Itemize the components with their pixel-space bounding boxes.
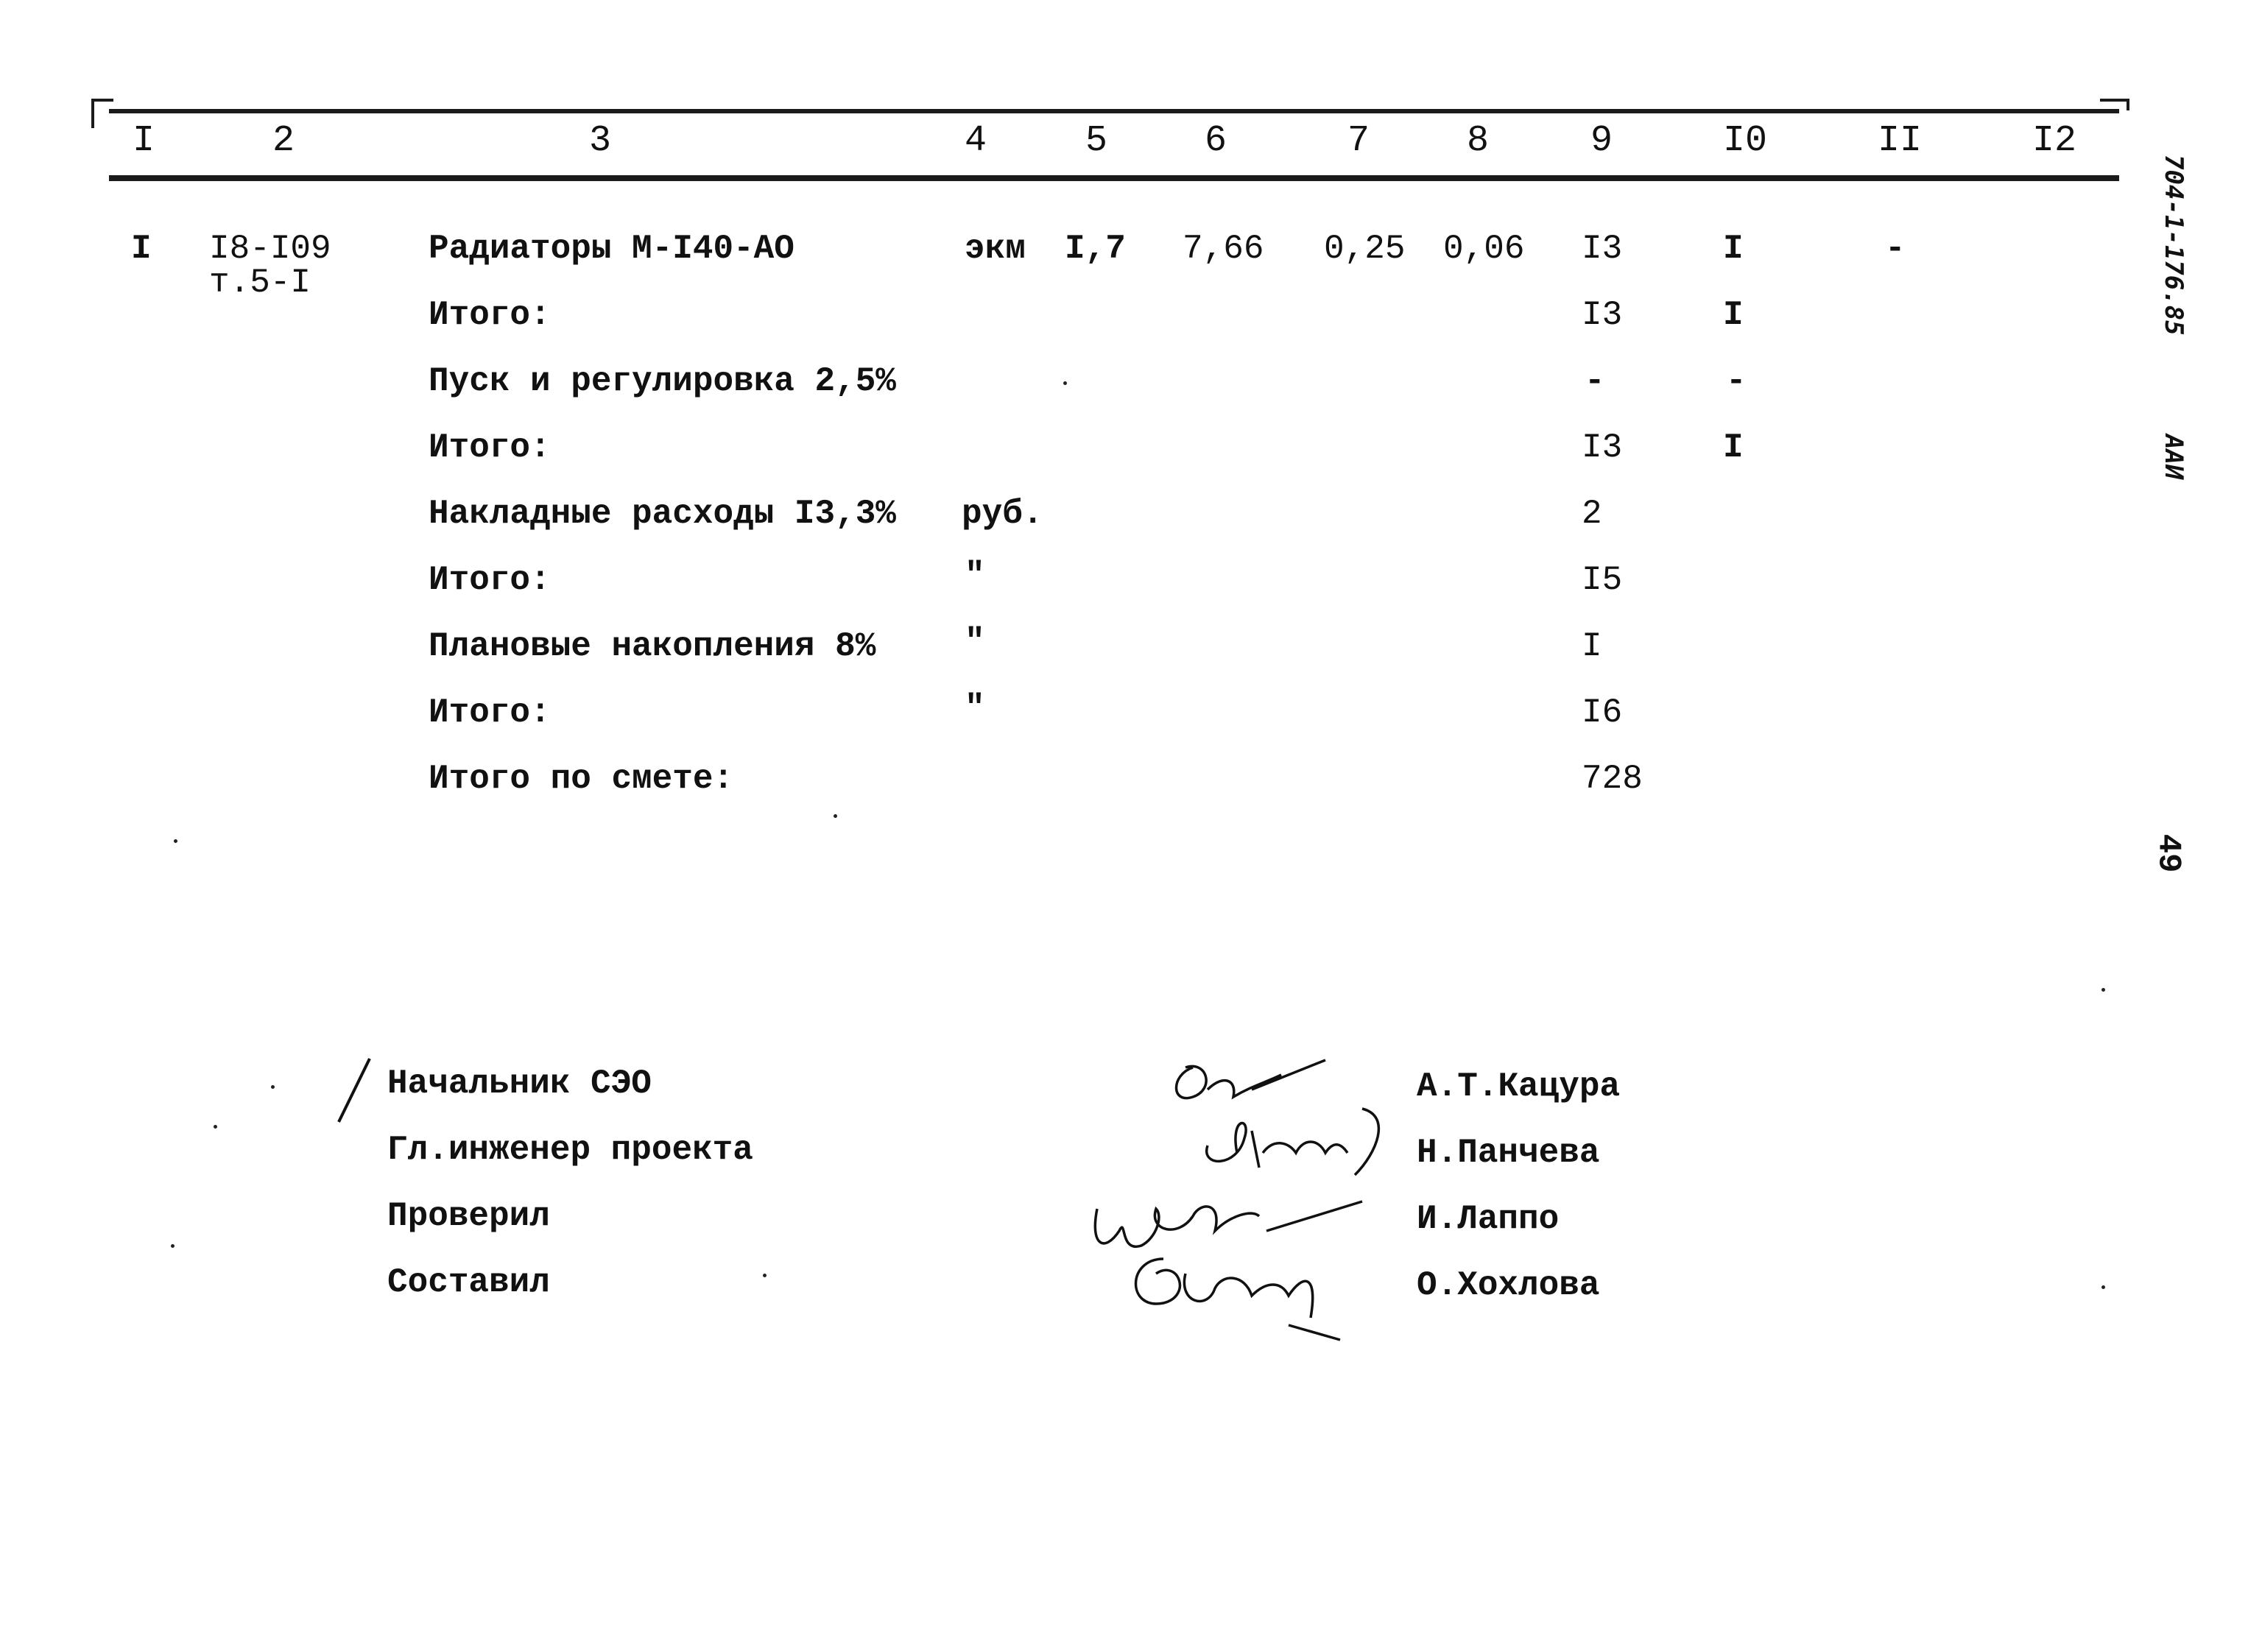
total-cost: I3: [1582, 230, 1623, 268]
summary-unit: ": [965, 557, 985, 595]
summary-unit: ": [965, 689, 985, 727]
header-bottom-rule: [109, 175, 2119, 181]
col11-value: -: [1885, 230, 1906, 268]
col7-value: 0,25: [1324, 230, 1406, 268]
summary-col9: I3: [1582, 428, 1623, 467]
column-header: I: [133, 120, 155, 162]
scan-speck: [1063, 381, 1067, 385]
signatory-name: Н.Панчева: [1417, 1134, 1600, 1172]
scan-speck: [763, 1274, 767, 1277]
summary-label: Итого:: [429, 428, 551, 467]
summary-col9: I5: [1582, 561, 1623, 599]
slash-mark: [333, 1054, 377, 1128]
signatory-role: Начальник СЭО: [387, 1065, 652, 1103]
column-header: 6: [1205, 120, 1227, 162]
scan-speck: [2101, 988, 2105, 992]
page-number: 49: [2149, 833, 2187, 873]
handwritten-signature-2: [1193, 1101, 1399, 1182]
signatory-role: Проверил: [387, 1197, 550, 1235]
handwritten-signature-4: [1119, 1244, 1362, 1340]
scan-speck: [271, 1085, 275, 1089]
unit: экм: [965, 230, 1026, 268]
summary-label: Итого по смете:: [429, 760, 734, 798]
rate-code: I8-I09: [209, 230, 331, 268]
scan-speck: [174, 839, 177, 843]
summary-label: Пуск и регулировка 2,5%: [429, 362, 896, 400]
column-header: 9: [1590, 120, 1613, 162]
col10-value: I: [1723, 230, 1744, 268]
signatory-name: О.Хохлова: [1417, 1266, 1600, 1305]
summary-col9: I6: [1582, 693, 1623, 732]
quantity: I,7: [1065, 230, 1126, 268]
scan-speck: [2101, 1285, 2105, 1289]
signatory-role: Составил: [387, 1263, 550, 1302]
item-name: Радиаторы М-I40-АО: [429, 230, 794, 268]
summary-label: Итого:: [429, 693, 551, 732]
col8-value: 0,06: [1443, 230, 1525, 268]
column-header: I0: [1723, 120, 1768, 162]
corner-right: [2100, 99, 2129, 102]
summary-label: Плановые накопления 8%: [429, 627, 876, 666]
summary-unit: руб.: [962, 495, 1043, 533]
summary-col9: 728: [1582, 760, 1643, 798]
summary-col10: -: [1726, 362, 1747, 400]
signatory-role: Гл.инженер проекта: [387, 1131, 753, 1169]
corner-left-top: [91, 99, 113, 102]
column-header: 7: [1347, 120, 1370, 162]
scan-speck: [834, 814, 837, 818]
summary-col9: I: [1582, 627, 1602, 666]
rate-code-ref: т.5-I: [209, 264, 311, 302]
scan-speck: [171, 1244, 175, 1248]
unit-price: 7,66: [1183, 230, 1264, 268]
summary-label: Накладные расходы I3,3%: [429, 495, 896, 533]
table-top-rule: [109, 109, 2119, 113]
summary-unit: ": [965, 623, 985, 661]
summary-col10: I: [1723, 428, 1744, 467]
summary-label: Итого:: [429, 561, 551, 599]
row-number: I: [131, 230, 152, 268]
summary-label: Итого:: [429, 296, 551, 334]
column-header: 3: [589, 120, 612, 162]
summary-col9: 2: [1582, 495, 1602, 533]
column-header: II: [1878, 120, 1923, 162]
corner-left: [91, 99, 94, 128]
column-header: 2: [272, 120, 295, 162]
scan-speck: [214, 1125, 217, 1129]
summary-col10: I: [1723, 296, 1744, 334]
column-header: 8: [1467, 120, 1490, 162]
corner-right-down: [2127, 99, 2129, 110]
document-code-note: 704-1-176.85: [2159, 155, 2188, 336]
column-header: 5: [1085, 120, 1108, 162]
column-header: 4: [965, 120, 987, 162]
summary-col9: I3: [1582, 296, 1623, 334]
signatory-name: И.Лаппо: [1417, 1200, 1560, 1238]
summary-col9: -: [1585, 362, 1605, 400]
column-header: I2: [2032, 120, 2077, 162]
signatory-name: А.Т.Кацура: [1417, 1067, 1621, 1106]
margin-mark: ААИ: [2159, 434, 2188, 480]
